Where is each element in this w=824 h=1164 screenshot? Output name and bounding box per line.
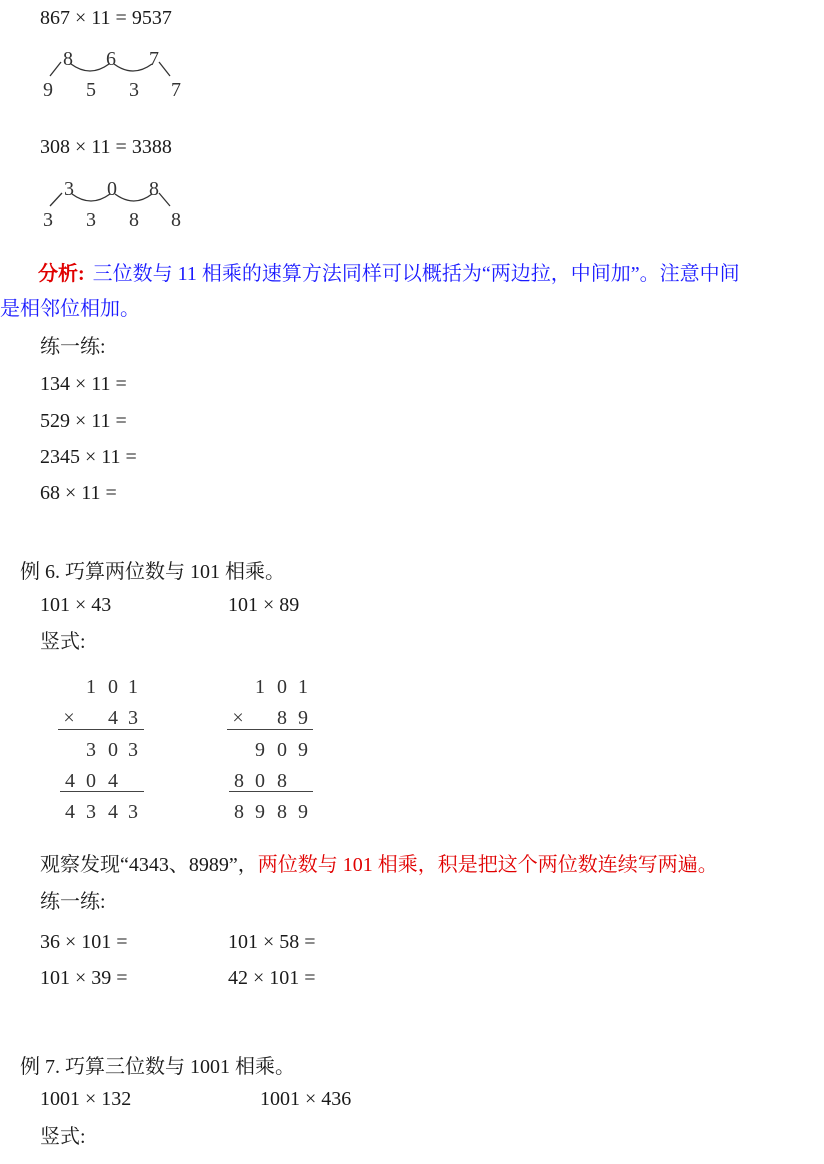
calc-digit: 3 <box>128 801 138 823</box>
equation-308x11: 308 × 11 = 3388 <box>40 136 172 158</box>
calc-digit: 4 <box>108 770 118 792</box>
calc-digit: 3 <box>86 739 96 761</box>
calc-divider <box>229 791 313 792</box>
calc-digit: 0 <box>277 739 287 761</box>
diagram-bottom-digit: 3 <box>129 79 139 101</box>
multiply-sign: × <box>63 707 75 729</box>
calc-divider <box>60 791 144 792</box>
calc-digit: 3 <box>128 707 138 729</box>
calc-digit: 9 <box>298 707 308 729</box>
practice-item: 42 × 101 = <box>228 967 316 989</box>
diagram-bottom-digit: 3 <box>86 209 96 231</box>
calc-digit: 0 <box>108 676 118 698</box>
diagram-bottom-digit: 5 <box>86 79 96 101</box>
calc-digit: 4 <box>108 801 118 823</box>
calc-digit: 8 <box>277 707 287 729</box>
calc-digit: 0 <box>255 770 265 792</box>
expression-left: 1001 × 132 <box>40 1088 132 1110</box>
diagram-connectors <box>0 0 824 260</box>
diagram-top-digit: 6 <box>106 48 116 70</box>
calc-digit: 9 <box>298 801 308 823</box>
calc-digit: 1 <box>255 676 265 698</box>
vertical-label: 竖式: <box>40 631 86 653</box>
practice-item: 101 × 58 = <box>228 931 316 953</box>
calc-digit: 8 <box>234 770 244 792</box>
calc-digit: 1 <box>86 676 96 698</box>
diagram-top-digit: 7 <box>149 48 159 70</box>
calc-digit: 8 <box>234 801 244 823</box>
practice-item: 36 × 101 = <box>40 931 128 953</box>
calc-digit: 9 <box>255 801 265 823</box>
calc-digit: 3 <box>86 801 96 823</box>
diagram-bottom-digit: 9 <box>43 79 53 101</box>
calc-digit: 0 <box>108 739 118 761</box>
calc-digit: 4 <box>108 707 118 729</box>
practice-title: 练一练: <box>40 336 106 358</box>
calc-digit: 0 <box>86 770 96 792</box>
calc-digit: 9 <box>298 739 308 761</box>
calc-divider <box>58 729 144 730</box>
practice-item: 101 × 39 = <box>40 967 128 989</box>
diagram-top-digit: 8 <box>63 48 73 70</box>
diagram-top-digit: 0 <box>107 178 117 200</box>
diagram-top-digit: 8 <box>149 178 159 200</box>
diagram-bottom-digit: 8 <box>129 209 139 231</box>
observation-prefix: 观察发现“4343、8989”， <box>40 854 258 876</box>
practice-item: 529 × 11 = <box>40 410 127 432</box>
example-7-title: 例 7. 巧算三位数与 1001 相乘。 <box>20 1056 295 1078</box>
observation-conclusion: 两位数与 101 相乘，积是把这个两位数连续写两遍。 <box>257 854 718 876</box>
calc-digit: 4 <box>65 770 75 792</box>
calc-digit: 8 <box>277 801 287 823</box>
example-6-title: 例 6. 巧算两位数与 101 相乘。 <box>20 561 285 583</box>
diagram-bottom-digit: 3 <box>43 209 53 231</box>
analysis-text-continued: 是相邻位相加。 <box>0 298 140 320</box>
calc-digit: 1 <box>128 676 138 698</box>
analysis-label: 分析: <box>38 263 85 285</box>
practice-item: 2345 × 11 = <box>40 446 137 468</box>
analysis-paragraph <box>38 262 740 286</box>
analysis-text: 三位数与 11 相乘的速算方法同样可以概括为“两边拉，中间加”。注意中间 <box>92 263 740 285</box>
calc-digit: 3 <box>128 739 138 761</box>
practice-title: 练一练: <box>40 891 106 913</box>
practice-item: 68 × 11 = <box>40 482 117 504</box>
equation-867x11: 867 × 11 = 9537 <box>40 7 172 29</box>
expression-right: 1001 × 436 <box>260 1088 352 1110</box>
calc-digit: 1 <box>298 676 308 698</box>
practice-item: 134 × 11 = <box>40 373 127 395</box>
expression-left: 101 × 43 <box>40 594 112 616</box>
diagram-bottom-digit: 8 <box>171 209 181 231</box>
calc-divider <box>227 729 313 730</box>
calc-digit: 8 <box>277 770 287 792</box>
calc-digit: 9 <box>255 739 265 761</box>
vertical-label: 竖式: <box>40 1126 86 1148</box>
multiply-sign: × <box>232 707 244 729</box>
calc-digit: 4 <box>65 801 75 823</box>
diagram-bottom-digit: 7 <box>171 79 181 101</box>
observation-sentence <box>40 853 718 877</box>
expression-right: 101 × 89 <box>228 594 300 616</box>
calc-digit: 0 <box>277 676 287 698</box>
diagram-top-digit: 3 <box>64 178 74 200</box>
